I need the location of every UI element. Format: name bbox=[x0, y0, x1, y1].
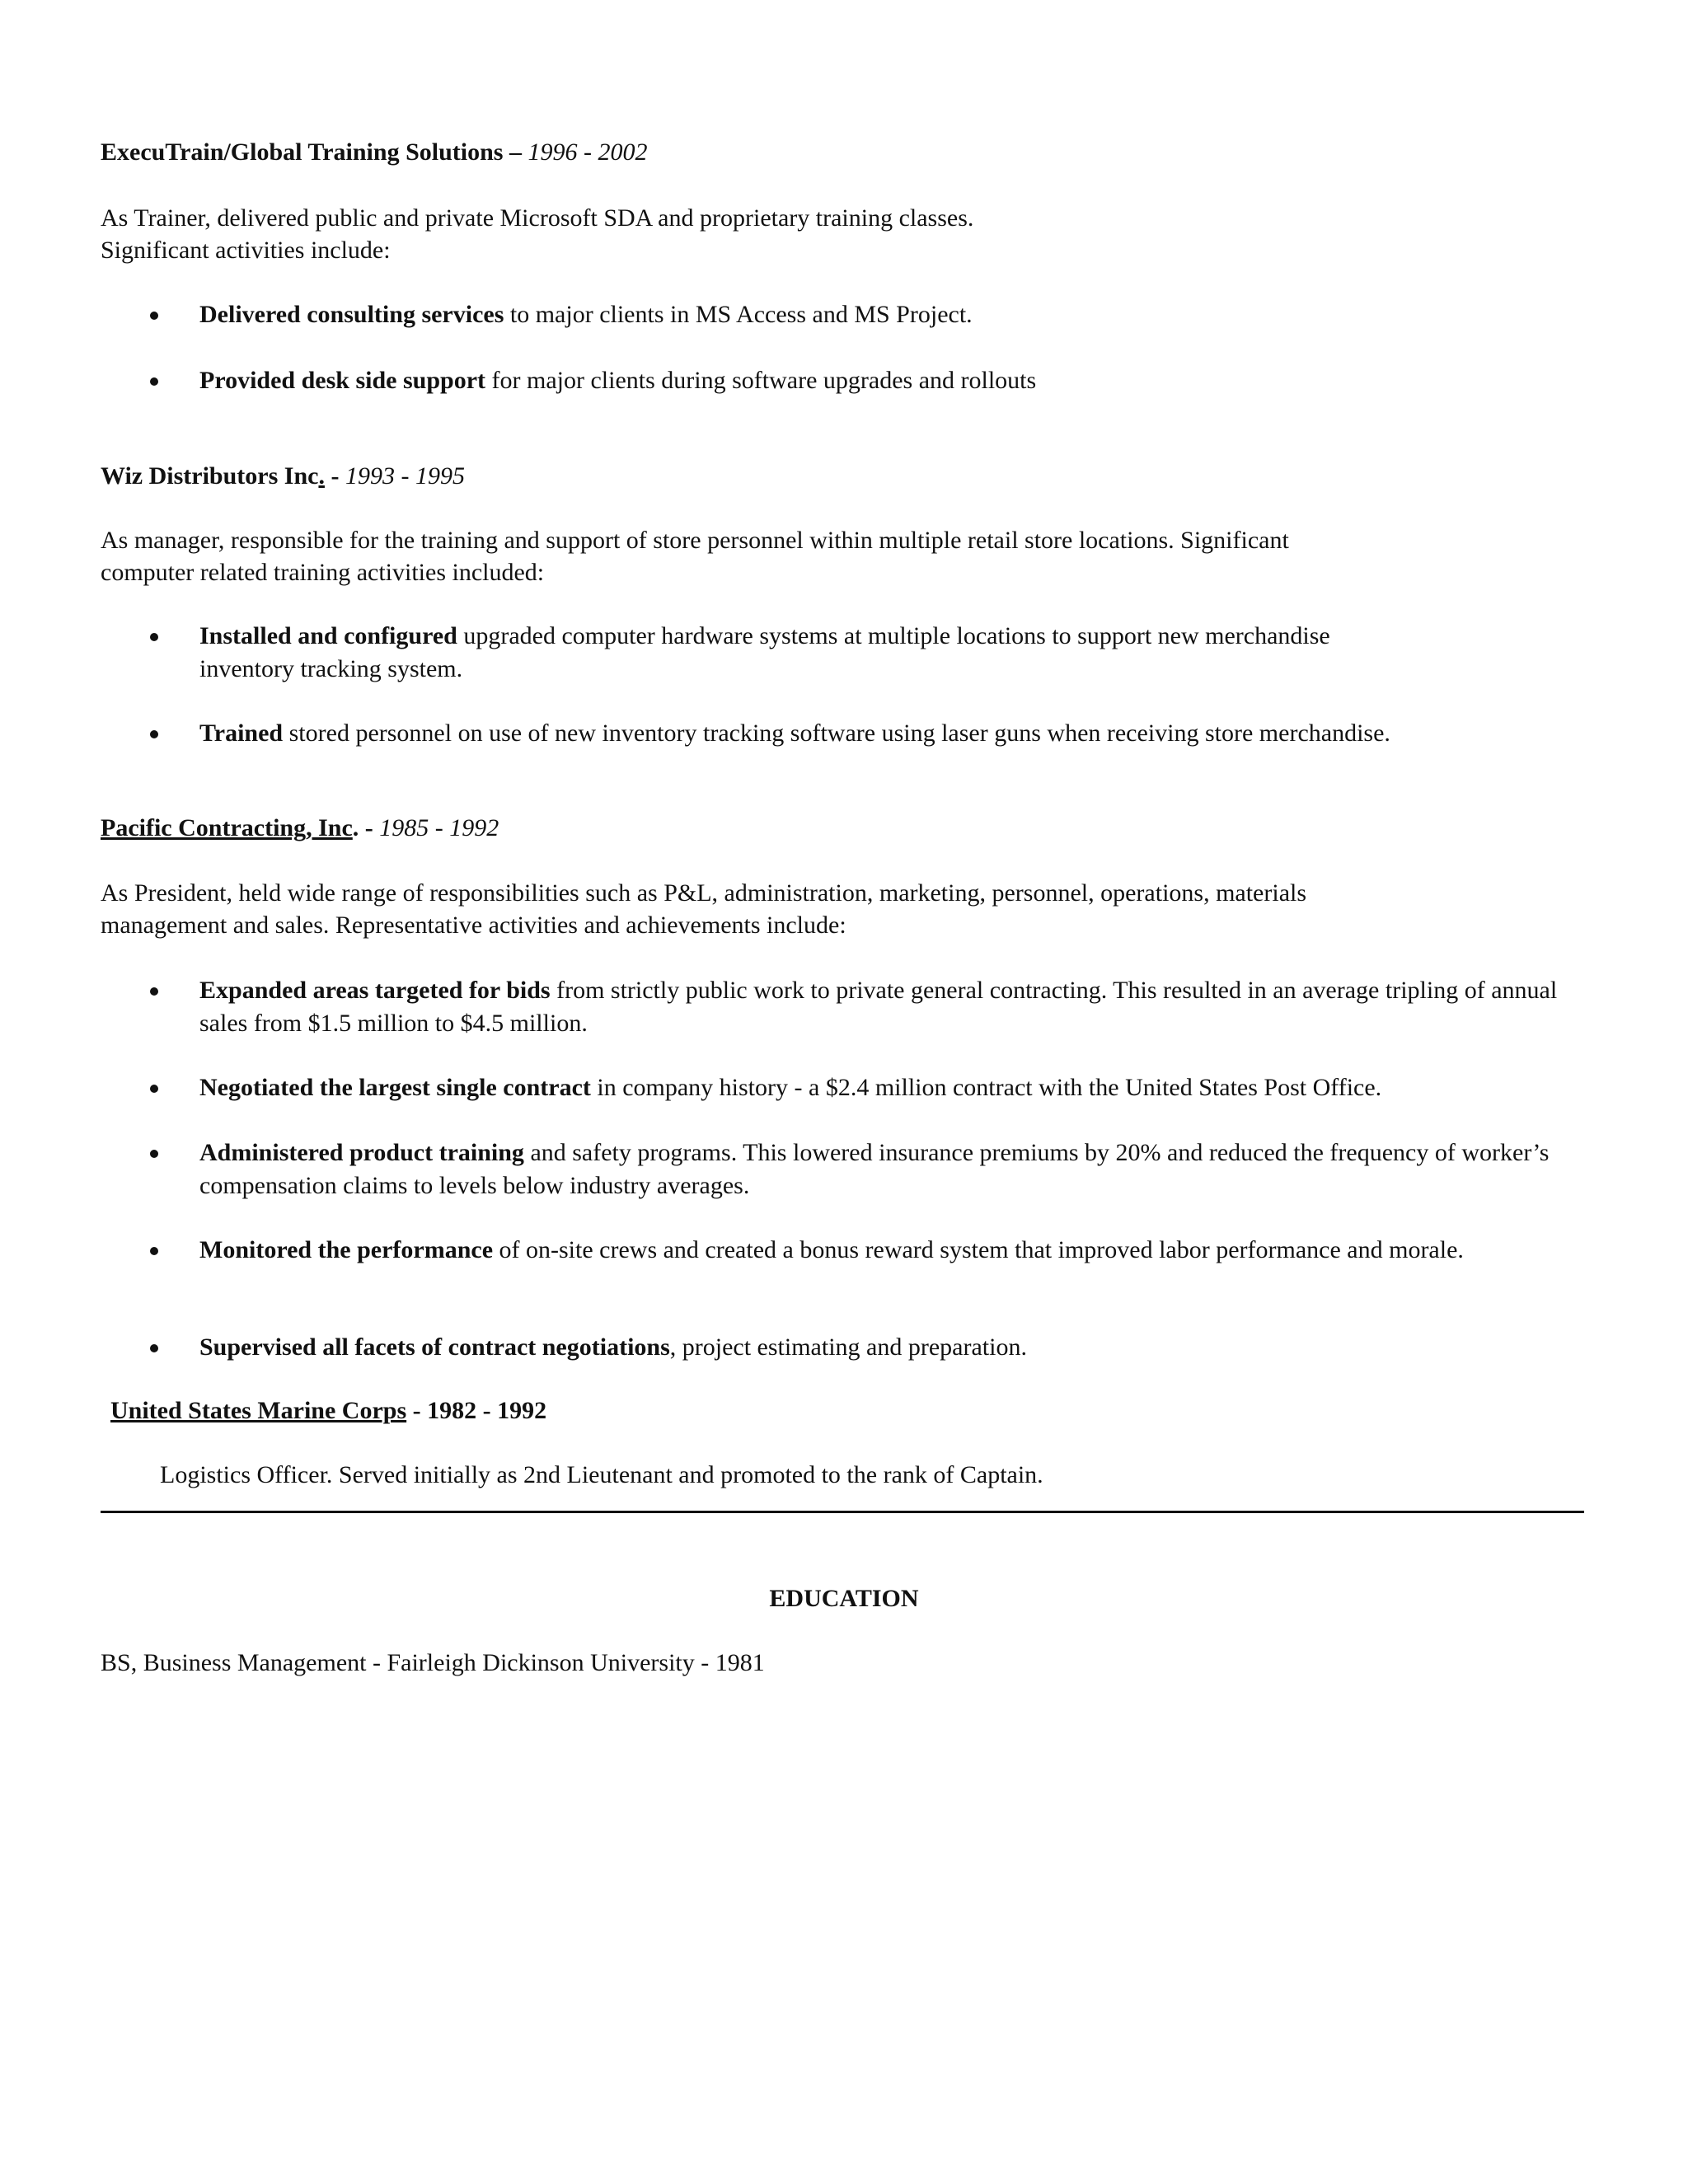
job-dates: 1982 - 1992 bbox=[427, 1397, 547, 1424]
bullet-icon bbox=[150, 1344, 158, 1352]
company-name: ExecuTrain/Global Training Solutions bbox=[101, 138, 504, 166]
bullet-icon bbox=[150, 633, 158, 641]
list-item-text: Provided desk side support for major clients during software upgrades and rollouts bbox=[199, 367, 1037, 394]
heading-separator: - bbox=[406, 1397, 428, 1424]
job-dates: 1996 - 2002 bbox=[528, 138, 648, 166]
heading-separator: – bbox=[503, 138, 528, 166]
list-item-text: Negotiated the largest single contract in company history - a $2.4 million contract with the United States Post Office. bbox=[199, 1074, 1382, 1101]
job-intro-line: As President, held wide range of responsibilities such as P&L, administration, marketing, personnel, operations, materials bbox=[101, 879, 1307, 907]
bullet-icon bbox=[150, 730, 158, 738]
job-intro-line: computer related training activities included: bbox=[101, 559, 545, 586]
bullet-icon bbox=[150, 312, 158, 320]
heading-separator: - bbox=[324, 462, 345, 490]
company-name: Wiz Distributors Inc bbox=[101, 462, 319, 490]
section-title-education: EDUCATION bbox=[769, 1585, 919, 1612]
list-item-text: Delivered consulting services to major clients in MS Access and MS Project. bbox=[199, 301, 973, 328]
job-intro-line: Significant activities include: bbox=[101, 237, 391, 264]
list-item-text: Expanded areas targeted for bids from strictly public work to private general contracting. This resulted in an average tripling of annual sales from $1.5 million to $4.5 million. bbox=[199, 977, 1558, 1037]
section-divider bbox=[101, 1511, 1584, 1513]
company-name: Pacific Contracting, Inc bbox=[101, 814, 353, 841]
list-item-text: Administered product training and safety programs. This lowered insurance premiums by 20% and reduced the frequency of worker’s compensation claims to levels below industry averages. bbox=[199, 1139, 1550, 1199]
job-heading-wiz bbox=[101, 460, 465, 493]
job-heading-usmc bbox=[110, 1394, 546, 1427]
company-name: United States Marine Corps bbox=[110, 1397, 407, 1424]
company-name-dot: . bbox=[318, 462, 325, 490]
list-item-text: Installed and configured upgraded computer hardware systems at multiple locations to support new merchandise inventory tracking system. bbox=[199, 622, 1330, 682]
education-line: BS, Business Management - Fairleigh Dickinson University - 1981 bbox=[101, 1649, 765, 1676]
job-dates: 1985 - 1992 bbox=[379, 814, 499, 841]
job-dates: 1993 - 1995 bbox=[345, 462, 465, 490]
bullet-icon bbox=[150, 377, 158, 386]
list-item-text: Supervised all facets of contract negotiations, project estimating and preparation. bbox=[199, 1333, 1027, 1361]
job-heading-executrain bbox=[101, 136, 647, 169]
job-intro-line: management and sales. Representative activities and achievements include: bbox=[101, 912, 846, 939]
company-name-dot: . bbox=[352, 814, 359, 841]
heading-separator: - bbox=[359, 814, 380, 841]
list-item-text: Monitored the performance of on-site crews and created a bonus reward system that improved labor performance and morale. bbox=[199, 1236, 1464, 1263]
list-item-text: Trained stored personnel on use of new inventory tracking software using laser guns when receiving store merchandise. bbox=[199, 719, 1390, 747]
bullet-icon bbox=[150, 987, 158, 996]
bullet-icon bbox=[150, 1085, 158, 1093]
bullet-icon bbox=[150, 1150, 158, 1158]
job-intro-line: As manager, responsible for the training and support of store personnel within multiple retail store locations. Significant bbox=[101, 527, 1289, 554]
bullet-icon bbox=[150, 1247, 158, 1255]
job-intro-line: As Trainer, delivered public and private Microsoft SDA and proprietary training classes. bbox=[101, 204, 974, 232]
job-heading-pacific bbox=[101, 812, 499, 845]
job-description: Logistics Officer. Served initially as 2nd Lieutenant and promoted to the rank of Captain. bbox=[160, 1461, 1043, 1488]
